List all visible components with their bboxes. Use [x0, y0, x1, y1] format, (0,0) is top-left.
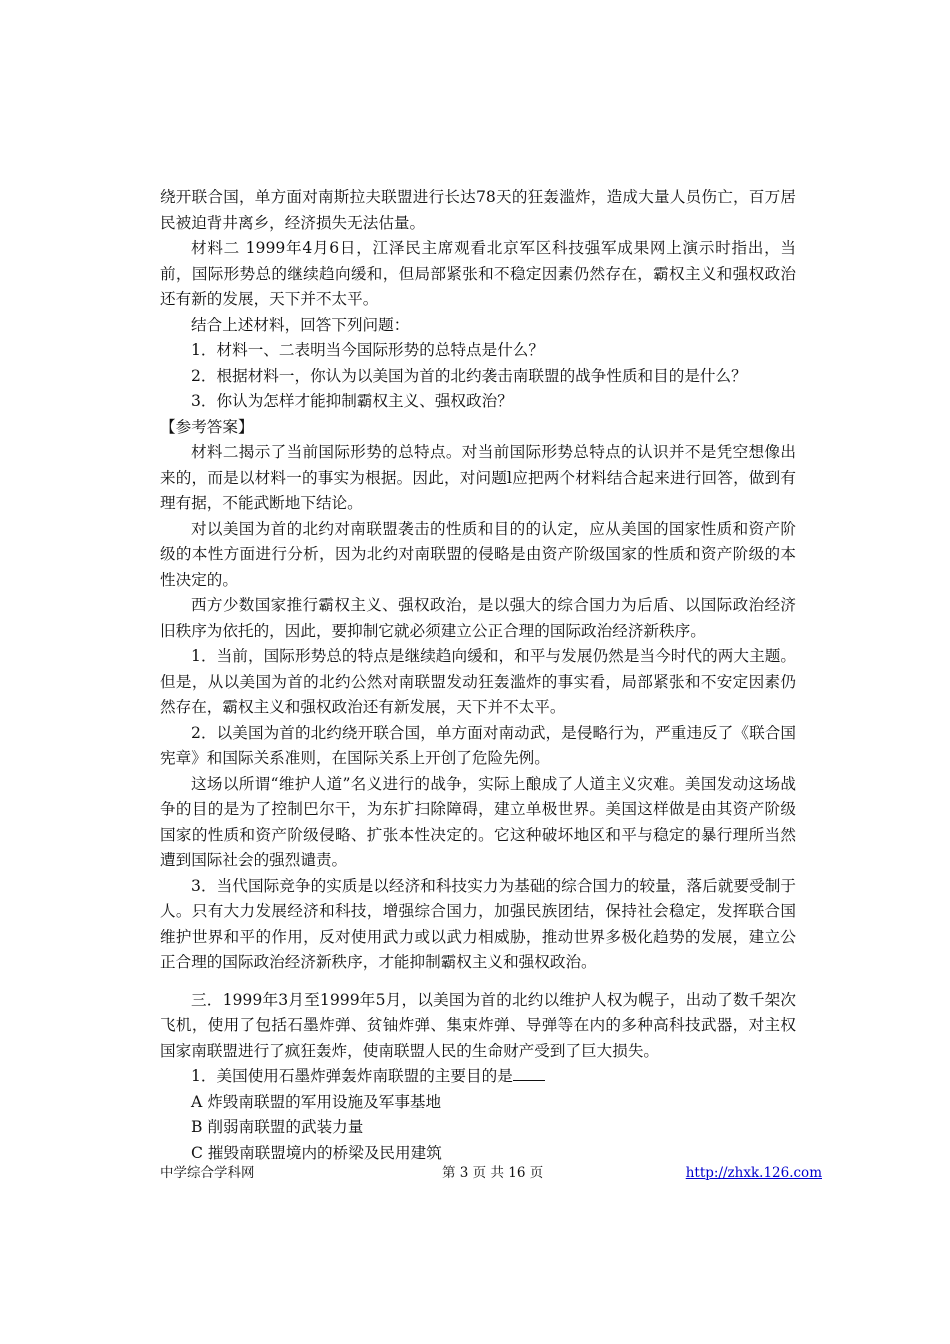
paragraph: 材料二 1999年4月6日，江泽民主席观看北京军区科技强军成果网上演示时指出，当前，国际形势总的继续趋向缓和，但局部紧张和不稳定因素仍然存在，霸权主义和强权政治还有新的发展，天下并不太平。: [160, 239, 796, 308]
answer-paragraphs: [160, 185, 796, 976]
paragraph: 西方少数国家推行霸权主义、强权政治，是以强大的综合国力为后盾、以国际政治经济旧秩序为依托的，因此，要抑制它就必须建立公正合理的国际政治经济新秩序。: [160, 596, 796, 640]
paragraph: 3．你认为怎样才能抑制霸权主义、强权政治？: [191, 392, 513, 410]
paragraph: 结合上述材料，回答下列问题：: [191, 315, 410, 334]
paragraph: 【参考答案】: [160, 417, 254, 436]
footer-site-name: 中学综合学科网: [160, 1165, 255, 1181]
section3-question: [160, 1064, 796, 1090]
option-b: B 削弱南联盟的武装力量: [191, 1118, 364, 1136]
paragraph: 1．当前，国际形势总的特点是继续趋向缓和，和平与发展仍然是当今时代的两大主题。但是，从以美国为首的北约公然对南联盟发动狂轰滥炸的事实看，局部紧张和不安定因素仍然存在，霸权主义和强权政治还有新发展，天下并不太平。: [160, 647, 796, 716]
paragraph: 1．材料一、二表明当今国际形势的总特点是什么？: [191, 341, 544, 359]
question-text: 1．美国使用石墨炸弹轰炸南联盟的主要目的是: [191, 1067, 513, 1085]
page-body: [160, 185, 796, 1166]
section-gap: [160, 976, 796, 988]
paragraph: 2．以美国为首的北约绕开联合国，单方面对南动武，是侵略行为，严重违反了《联合国宪章》和国际关系准则，在国际关系上开创了危险先例。: [160, 723, 796, 767]
paragraph: 2．根据材料一，你认为以美国为首的北约袭击南联盟的战争性质和目的是什么？: [191, 366, 747, 385]
paragraph: 这场以所谓“维护人道”名义进行的战争，实际上酿成了人道主义灾难。美国发动这场战争的目的是为了控制巴尔干，为东扩扫除障碍，建立单极世界。美国这样做是由其资产阶级国家的性质和资产阶级侵略、扩张本性决定的。它这种破坏地区和平与稳定的暴行理所当然遭到国际社会的强烈谴责。: [160, 774, 796, 869]
paragraph: 3．当代国际竞争的实质是以经济和科技实力为基础的综合国力的较量，落后就要受制于人。只有大力发展经济和科技，增强综合国力，加强民族团结，保持社会稳定，发挥联合国维护世界和平的作用，反对使用武力或以武力相威胁，推动世界多极化趋势的发展，建立公正合理的国际政治经济新秩序，才能抑制霸权主义和强权政治。: [160, 876, 796, 971]
section3-intro: 三．1999年3月至1999年5月，以美国为首的北约以维护人权为幌子，出动了数千架次飞机，使用了包括石墨炸弹、贫铀炸弹、集束炸弹、导弹等在内的多种高科技武器，对主权国家南联盟进行了疯狂轰炸，使南联盟人民的生命财产受到了巨大损失。: [160, 990, 796, 1060]
paragraph: 材料二揭示了当前国际形势的总特点。对当前国际形势总特点的认识并不是凭空想像出来的，而是以材料一的事实为根据。因此，对问题l应把两个材料结合起来进行回答，做到有理有据，不能武断地下结论。: [160, 443, 796, 512]
option-c: C 摧毁南联盟境内的桥梁及民用建筑: [191, 1143, 442, 1162]
option-a: A 炸毁南联盟的军用设施及军事基地: [191, 1092, 442, 1111]
paragraph: 绕开联合国，单方面对南斯拉夫联盟进行长达78天的狂轰滥炸，造成大量人员伤亡，百万居民被迫背井离乡，经济损失无法估量。: [160, 188, 796, 232]
answer-blank: [513, 1066, 545, 1081]
paragraph: 对以美国为首的北约对南联盟袭击的性质和目的的认定，应从美国的国家性质和资产阶级的本性方面进行分析，因为北约对南联盟的侵略是由资产阶级国家的性质和资产阶级的本性决定的。: [160, 519, 796, 589]
footer-link[interactable]: http://zhxk.126.com: [685, 1165, 822, 1181]
footer-page-number: 第 3 页 共 16 页: [442, 1165, 544, 1181]
